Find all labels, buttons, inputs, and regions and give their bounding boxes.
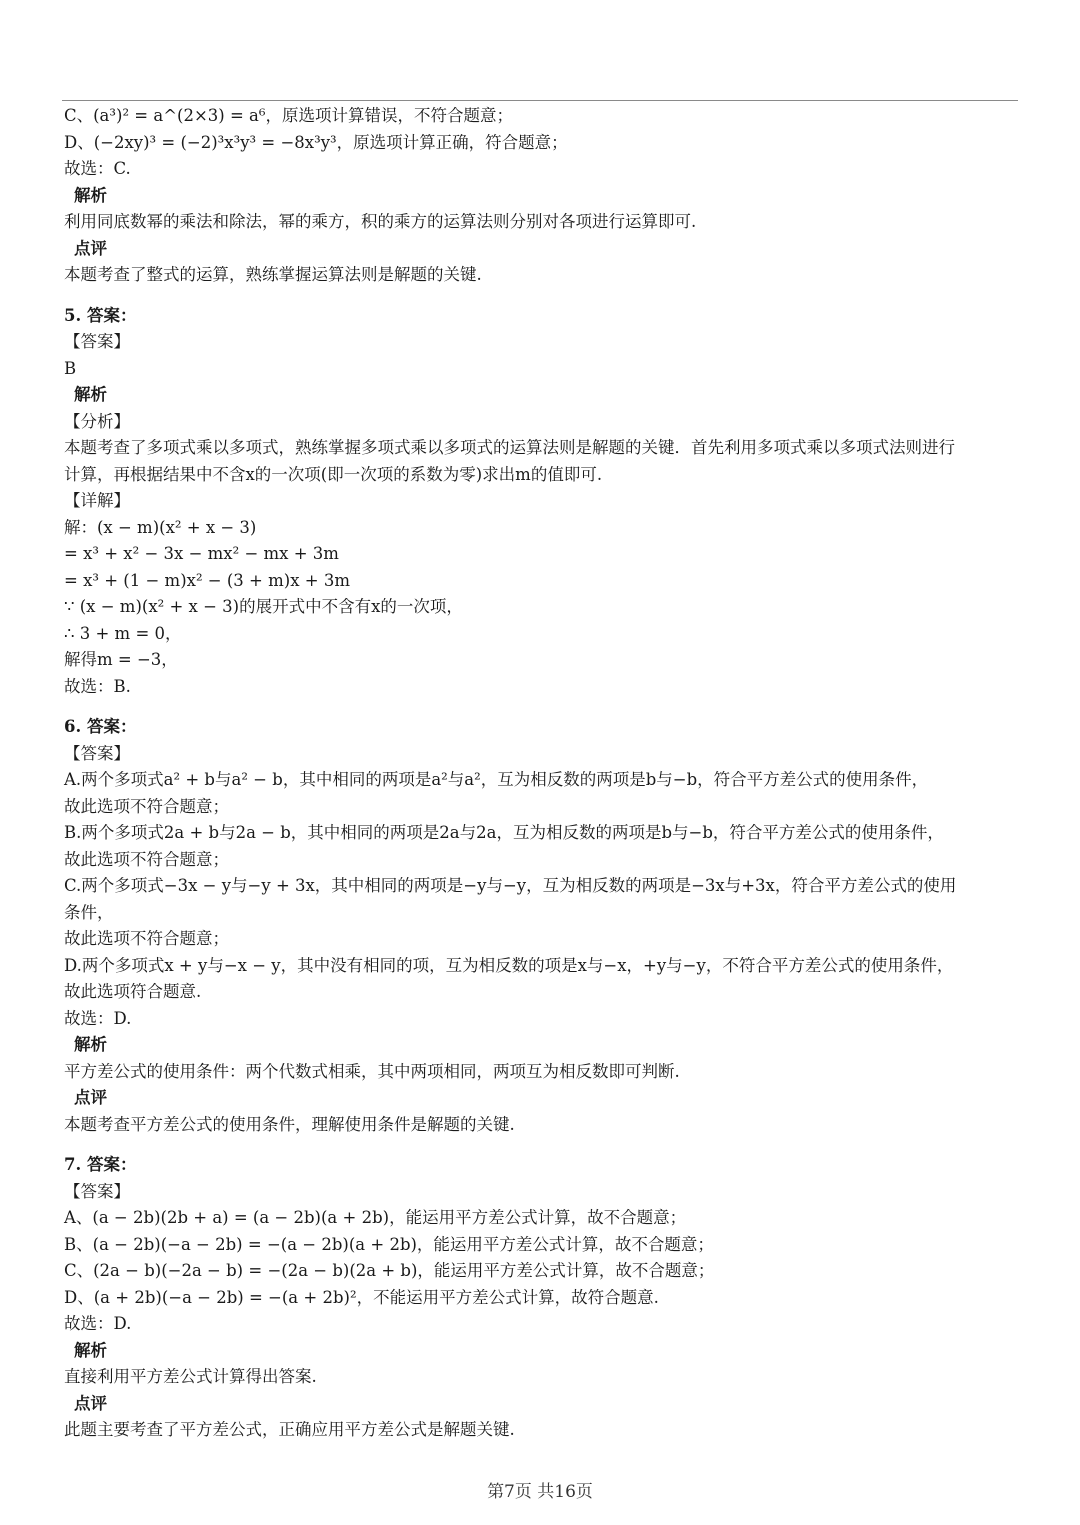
text-line: 此题主要考查了平方差公式，正确应用平方差公式是解题关键.	[64, 1420, 515, 1439]
text-line: 平方差公式的使用条件：两个代数式相乘，其中两项相同，两项互为相反数即可判断.	[64, 1061, 680, 1081]
text-line: D、(−2xy)³ = (−2)³x³y³ = −8x³y³，原选项计算正确，符合题意；	[64, 132, 568, 152]
text-line: = x³ + x² − 3x − mx² − mx + 3m	[64, 544, 339, 563]
text-line: 本题考查了整式的运算，熟练掌握运算法则是解题的关键.	[64, 265, 482, 284]
section-heading: 解析	[74, 1035, 107, 1054]
text-line: D、(a + 2b)(−a − 2b) = −(a + 2b)²，不能运用平方差公式计算，故符合题意.	[64, 1287, 659, 1307]
header-rule	[62, 100, 1018, 101]
text-line: 【分析】	[64, 411, 130, 431]
text-line: 故此选项不符合题意；	[64, 929, 229, 948]
page-footer: 第7页 共16页	[487, 1482, 593, 1502]
text-line: A.两个多项式a² + b与a² − b，其中相同的两项是a²与a²，互为相反数的两项是b与−b，符合平方差公式的使用条件，	[64, 770, 929, 789]
text-line: C.两个多项式−3x − y与−y + 3x，其中相同的两项是−y与−y，互为相反数的两项是−3x与+3x，符合平方差公式的使用	[64, 876, 957, 895]
text-line: 直接利用平方差公式计算得出答案.	[64, 1367, 317, 1386]
text-line: C、(a³)² = a^(2×3) = a⁶，原选项计算错误，不符合题意；	[64, 106, 514, 125]
text-line: 解：(x − m)(x² + x − 3)	[64, 517, 257, 537]
text-line: = x³ + (1 − m)x² − (3 + m)x + 3m	[64, 570, 350, 590]
text-line: 【答案】	[64, 332, 130, 351]
section-heading: 解析	[74, 185, 107, 205]
section-heading: 解析	[74, 1340, 107, 1360]
text-line: 故此选项不符合题意；	[64, 849, 229, 869]
text-line: 【答案】	[64, 743, 130, 763]
text-line: 条件，	[64, 902, 114, 922]
text-line: 本题考查平方差公式的使用条件，理解使用条件是解题的关键.	[64, 1114, 515, 1134]
text-line: ∴ 3 + m = 0，	[64, 623, 182, 643]
page-content	[64, 103, 1024, 1444]
text-line: 计算，再根据结果中不含x的一次项(即一次项的系数为零)求出m的值即可.	[64, 464, 603, 484]
text-line: ∵ (x − m)(x² + x − 3)的展开式中不含有x的一次项，	[64, 597, 463, 616]
text-line: 故此选项符合题意.	[64, 982, 202, 1001]
text-line: C、(2a − b)(−2a − b) = −(2a − b)(2a + b)，能运用平方差公式计算，故不合题意；	[64, 1261, 715, 1280]
section-heading: 点评	[74, 1088, 107, 1107]
text-line: 故选：B.	[64, 676, 131, 696]
text-line: B、(a − 2b)(−a − 2b) = −(a − 2b)(a + 2b)，能运用平方差公式计算，故不合题意；	[64, 1234, 714, 1254]
text-line: D.两个多项式x + y与−x − y，其中没有相同的项，互为相反数的项是x与−x，+y与−y，不符合平方差公式的使用条件，	[64, 955, 954, 975]
text-line: B.两个多项式2a + b与2a − b，其中相同的两项是2a与2a，互为相反数的两项是b与−b，符合平方差公式的使用条件，	[64, 823, 944, 842]
text-line: 利用同底数幂的乘法和除法，幂的乘方，积的乘方的运算法则分别对各项进行运算即可.	[64, 212, 697, 231]
section-heading: 点评	[74, 1393, 107, 1413]
text-line: 解得m = −3，	[64, 650, 178, 669]
section-heading: 6. 答案：	[64, 717, 137, 736]
text-line: 【详解】	[64, 491, 130, 510]
text-line: 本题考查了多项式乘以多项式，熟练掌握多项式乘以多项式的运算法则是解题的关键．首先利用多项式乘以多项式法则进行	[64, 438, 955, 457]
text-line: 故选：D.	[64, 1008, 132, 1028]
text-line: 【答案】	[64, 1181, 130, 1201]
section-heading: 7. 答案：	[64, 1155, 137, 1174]
text-line: A、(a − 2b)(2b + a) = (a − 2b)(a + 2b)，能运用平方差公式计算，故不合题意；	[64, 1208, 687, 1227]
text-line: 故选：D.	[64, 1314, 132, 1333]
section-heading: 5. 答案：	[64, 305, 137, 325]
text-line: B	[64, 358, 77, 378]
section-heading: 解析	[74, 385, 107, 404]
text-line: 故此选项不符合题意；	[64, 796, 229, 816]
text-line: 故选：C.	[64, 159, 131, 178]
section-heading: 点评	[74, 238, 107, 258]
